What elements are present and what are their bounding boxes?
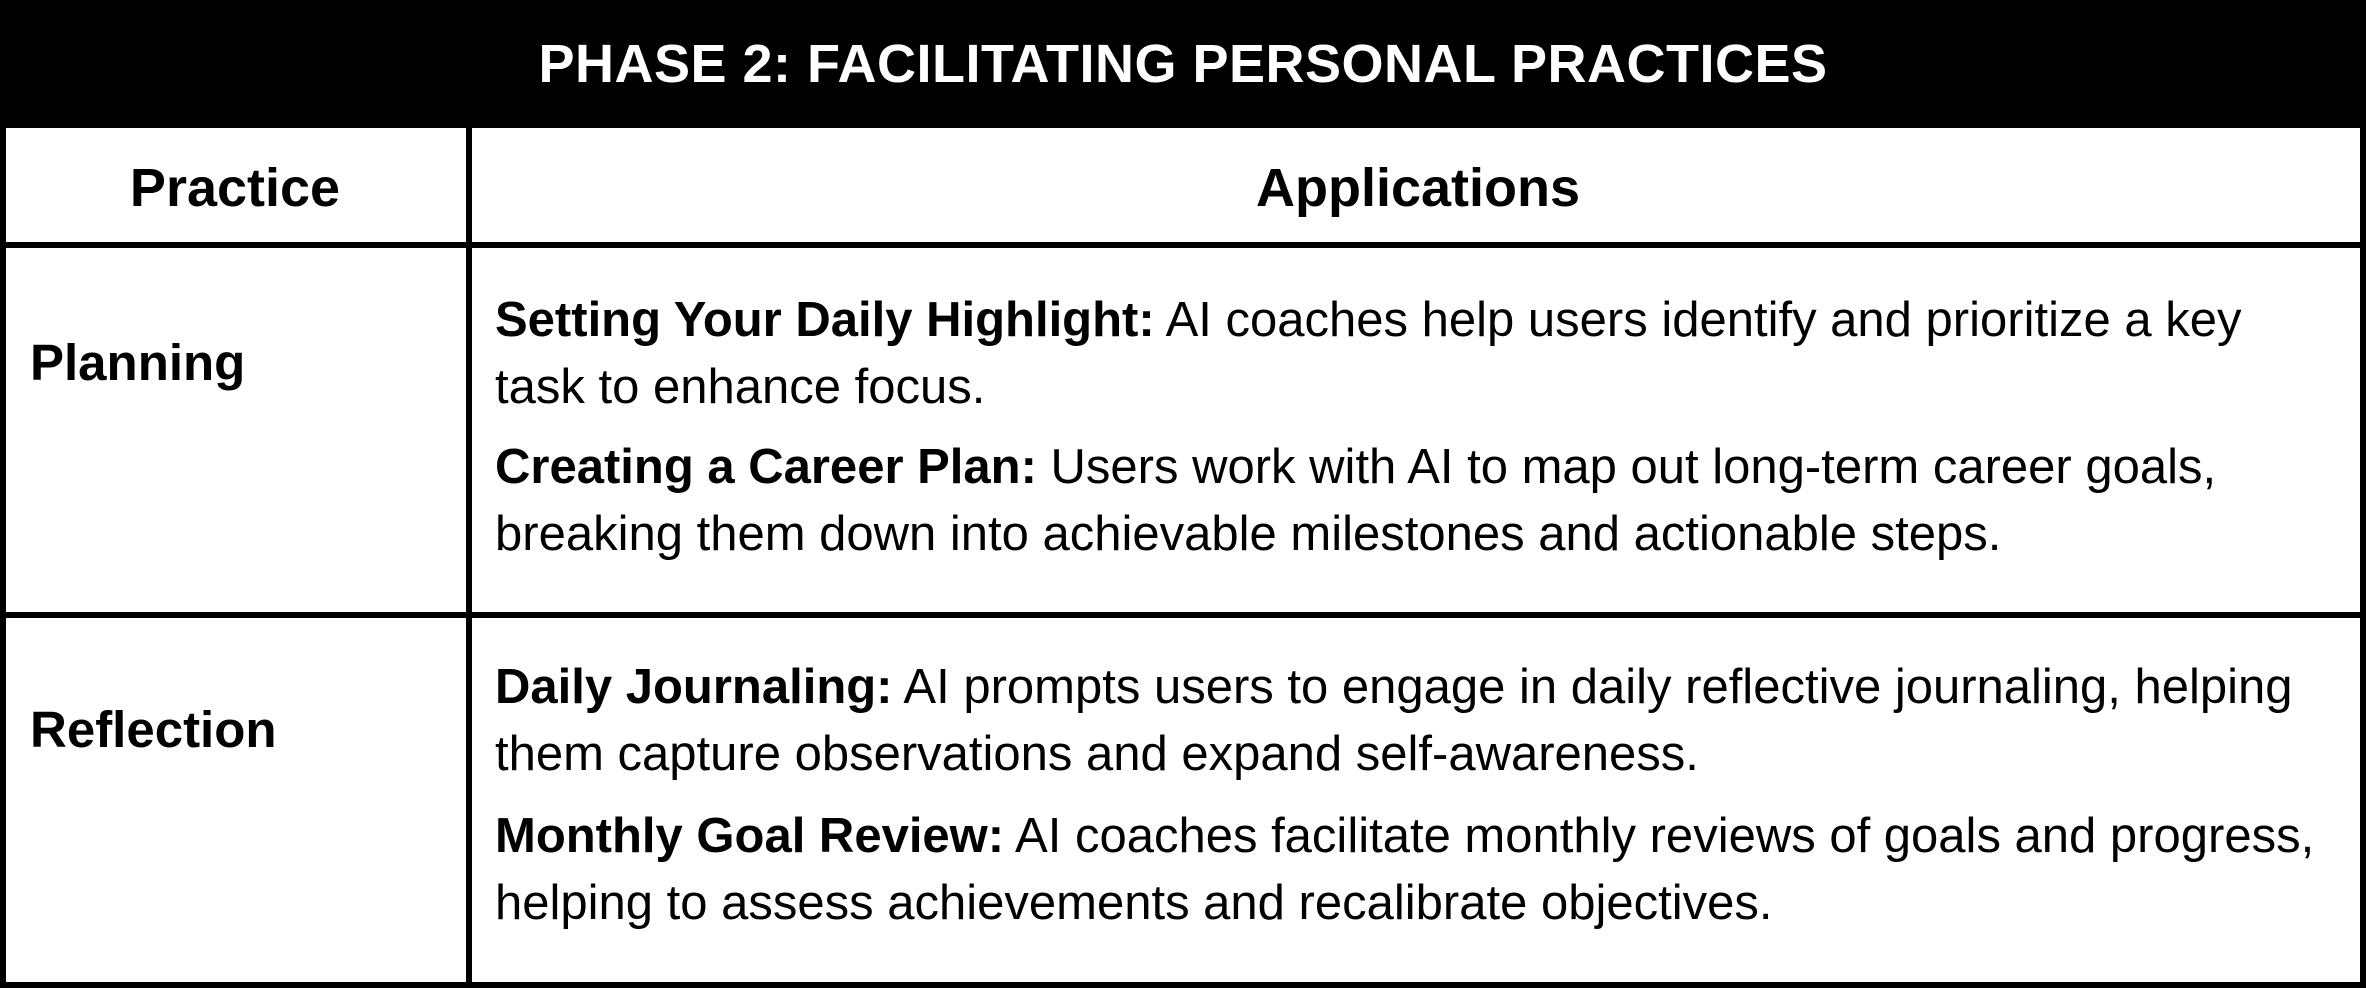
application-text: AI prompts users to engage in daily reflective journaling, helping them capture observations and expand self-awareness. bbox=[495, 660, 2293, 781]
application-text: AI coaches facilitate monthly reviews of goals and progress, helping to assess achievements and recalibrate objectives. bbox=[495, 809, 2315, 930]
table-border-bottom bbox=[0, 982, 2366, 988]
row-divider bbox=[0, 612, 2366, 618]
application-text: AI coaches help users identify and prioritize a key task to enhance focus. bbox=[495, 293, 2242, 414]
application-title: Monthly Goal Review: bbox=[495, 809, 1005, 863]
application-title: Setting Your Daily Highlight: bbox=[495, 293, 1155, 347]
header-practice: Practice bbox=[129, 158, 341, 218]
table-border-left bbox=[0, 128, 6, 988]
row-practice-reflection: Reflection bbox=[30, 701, 277, 758]
application-item bbox=[495, 287, 2335, 421]
application-title: Creating a Career Plan: bbox=[495, 440, 1037, 494]
table-title-text: PHASE 2: FACILITATING PERSONAL PRACTICES bbox=[538, 34, 1828, 94]
application-text: Users work with AI to map out long-term career goals, breaking them down into achievable milestones and actionable steps. bbox=[495, 440, 2217, 561]
row-practice-planning: Planning bbox=[30, 334, 246, 391]
column-divider bbox=[466, 128, 472, 988]
application-title: Daily Journaling: bbox=[495, 660, 893, 714]
header-divider bbox=[0, 242, 2366, 248]
header-applications-cell bbox=[470, 128, 2366, 248]
application-item bbox=[495, 803, 2335, 937]
header-applications: Applications bbox=[1255, 158, 1581, 218]
application-item bbox=[495, 434, 2335, 568]
table-title bbox=[0, 0, 2366, 128]
header-practice-cell bbox=[0, 128, 470, 248]
table-border-right bbox=[2360, 128, 2366, 988]
application-item bbox=[495, 654, 2335, 788]
